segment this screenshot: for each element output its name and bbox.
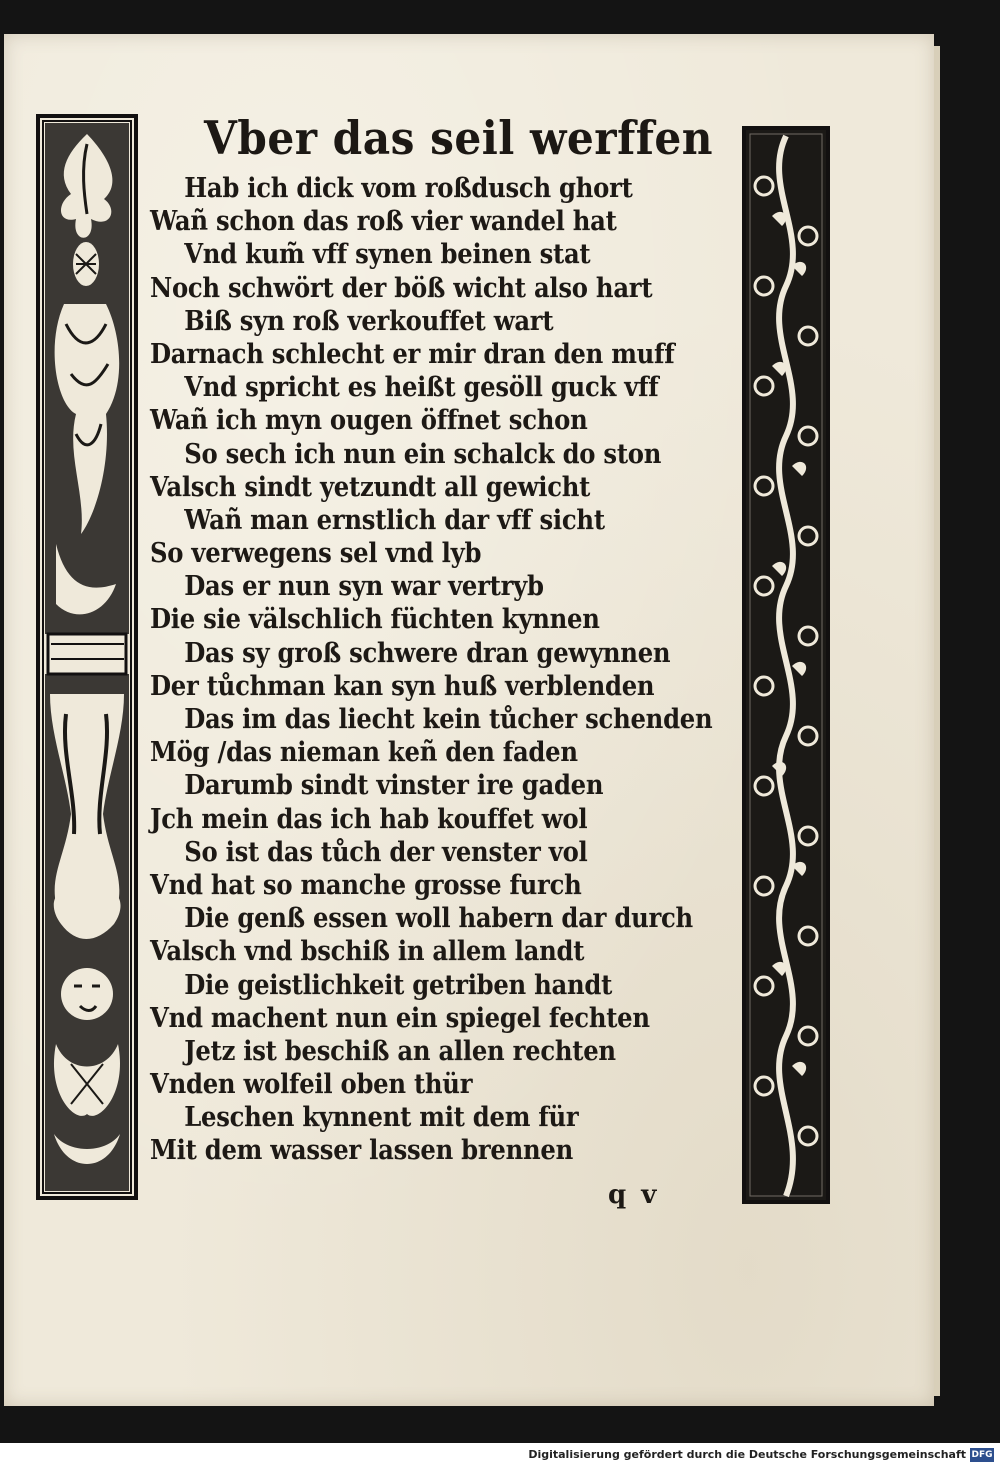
woodcut-vine-border-icon — [742, 126, 830, 1204]
verse-text — [150, 172, 730, 1168]
footer-bar — [0, 1443, 1000, 1467]
verse-line: Wañ man ernstlich dar vff sicht — [184, 504, 605, 536]
verse-line: Jetz ist beschiß an allen rechten — [184, 1035, 616, 1067]
verse-line: Vnd kum̃ vff synen beinen stat — [184, 239, 591, 271]
verse-line: Darumb sindt vinster ire gaden — [184, 770, 604, 802]
verse-line: Leschen kynnent mit dem für — [184, 1102, 579, 1134]
verse-line: Hab ich dick vom roßdusch ghort — [184, 173, 633, 204]
verse-line: Der tůchman kan syn huß verblenden — [150, 670, 655, 702]
funding-credit: Digitalisierung gefördert durch die Deutsche Forschungsgemeinschaft — [528, 1448, 966, 1461]
verse-line: Biß syn roß verkouffet wart — [184, 305, 554, 337]
verse-line: Das er nun syn war vertryb — [184, 571, 544, 603]
verse-line: Noch schwört der böß wicht also hart — [150, 272, 653, 304]
verse-line: Die sie välschlich füchten kynnen — [150, 604, 600, 636]
verse-line: Darnach schlecht er mir dran den muff — [150, 338, 675, 370]
verse-line: Mög /das nieman keñ den faden — [150, 737, 578, 769]
verse-line: Vnd spricht es heißt gesöll guck vff — [184, 372, 659, 404]
verse-line: Jch mein das ich hab kouffet wol — [150, 803, 588, 835]
verse-line: So sech ich nun ein schalck do ston — [184, 438, 662, 470]
verse-line: Mit dem wasser lassen brennen — [150, 1135, 573, 1167]
verse-line: Vnd machent nun ein spiegel fechten — [150, 1002, 650, 1034]
verse-line: Die genß essen woll habern dar durch — [184, 903, 693, 935]
verse-line: Valsch vnd bschiß in allem landt — [150, 936, 585, 968]
verse-line: Das sy groß schwere dran gewynnen — [184, 637, 671, 669]
verse-line: So ist das tůch der venster vol — [184, 836, 588, 868]
verse-line: Wañ schon das roß vier wandel hat — [150, 206, 617, 238]
verse-line: Vnden wolfeil oben thür — [150, 1069, 473, 1101]
verse-line: Valsch sindt yetzundt all gewicht — [150, 471, 591, 503]
verse-line: Die geistlichkeit getriben handt — [184, 969, 613, 1001]
verse-line: Wañ ich myn ougen öffnet schon — [150, 405, 588, 437]
signature-mark: q v — [608, 1180, 660, 1210]
verse-line: Vnd hat so manche grosse furch — [150, 869, 582, 901]
page-heading: Vber das seil werffen — [204, 111, 714, 165]
verse-line: Das im das liecht kein tůcher schenden — [184, 704, 713, 735]
page-edge — [934, 46, 940, 1396]
woodcut-vase-border-icon — [36, 114, 138, 1200]
verse-line: So verwegens sel vnd lyb — [150, 538, 482, 570]
dfg-logo-icon: DFG — [971, 1450, 993, 1460]
